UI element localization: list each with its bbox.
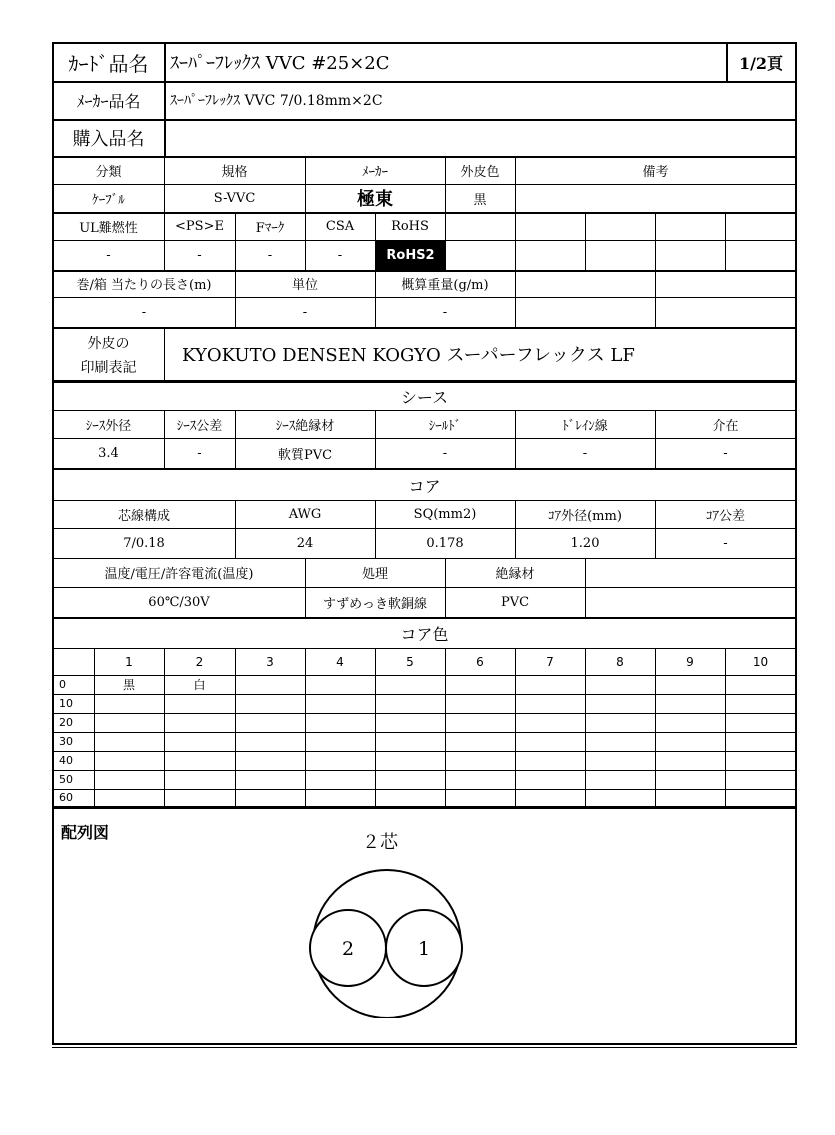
core-color-column-header: 3 <box>266 654 274 669</box>
core-color-row-label: 0 <box>59 678 66 691</box>
rohs-badge: RoHS2 <box>376 241 445 270</box>
classification-header: ﾒｰｶｰ <box>362 164 388 180</box>
column-line <box>515 212 516 270</box>
column-line <box>655 270 656 327</box>
core-title: コア <box>408 476 441 496</box>
core-color-row-label: 50 <box>59 773 73 786</box>
standard-header: Fﾏｰｸ <box>255 220 285 236</box>
sheath-value: - <box>442 445 448 461</box>
classification-value: 黒 <box>473 192 487 208</box>
core-color-column-header: 4 <box>336 654 344 669</box>
core-value: 24 <box>296 535 314 551</box>
core-color-column-header: 7 <box>546 654 554 669</box>
sheath-value: 軟質PVC <box>277 447 333 463</box>
core-count-label: ２芯 <box>362 832 398 853</box>
core-1-label: 1 <box>417 938 431 960</box>
maker-name-label: ﾒｰｶｰ品名 <box>76 91 141 111</box>
core-color-column-header: 5 <box>406 654 414 669</box>
print-marking-label-2: 印刷表記 <box>80 359 137 376</box>
print-marking-label-1: 外皮の <box>87 335 130 352</box>
standard-value: - <box>106 247 111 263</box>
card-name-value: ｽｰﾊﾟｰﾌﾚｯｸｽ VVC #25×2C <box>170 53 390 74</box>
core-color-column-header: 1 <box>125 654 133 669</box>
core-header: AWG <box>288 506 322 522</box>
core-value: 1.20 <box>570 535 600 551</box>
length-header: 概算重量(g/m) <box>401 278 489 293</box>
classification-header: 規格 <box>221 164 248 180</box>
classification-value: S-VVC <box>213 190 256 206</box>
classification-value: ｹｰﾌﾞﾙ <box>92 192 125 208</box>
sheath-value: 3.4 <box>98 445 119 461</box>
maker-name-value: ｽｰﾊﾟｰﾌﾚｯｸｽ VVC 7/0.18mm×2C <box>170 93 383 109</box>
classification-header: 分類 <box>95 164 122 180</box>
length-header: 巻/箱 当たりの長さ(m) <box>76 278 212 293</box>
core-value: 7/0.18 <box>123 535 165 551</box>
rule-line <box>53 806 796 809</box>
core-color-title: コア色 <box>400 625 449 644</box>
sheath-header: ｼｰｽ絶縁材 <box>275 418 335 434</box>
core-header-2: 温度/電圧/許容電流(温度) <box>104 567 254 582</box>
core-color-row-label: 60 <box>59 791 73 804</box>
purchase-name-label: 購入品名 <box>72 128 145 150</box>
layout-diagram-label: 配列図 <box>61 822 110 842</box>
length-value: - <box>141 304 147 320</box>
core-color-row-label: 40 <box>59 754 73 767</box>
column-line <box>655 212 656 270</box>
core-color-row-label: 20 <box>59 716 73 729</box>
core-header-2: 処理 <box>361 567 388 582</box>
length-header: 単位 <box>291 278 318 293</box>
sheath-value: - <box>197 445 202 461</box>
core-color-row-label: 30 <box>59 735 73 748</box>
sheath-header: ﾄﾞﾚｲﾝ線 <box>562 418 608 434</box>
standard-header: CSA <box>325 218 355 234</box>
column-line <box>796 648 797 806</box>
core-header: SQ(mm2) <box>413 506 477 522</box>
core-color-column-header: 6 <box>476 654 484 669</box>
card-name-label: ｶｰﾄﾞ品名 <box>68 51 149 76</box>
core-value-2: PVC <box>500 594 530 610</box>
sheath-value: - <box>582 445 588 461</box>
core-color-row-label: 10 <box>59 697 73 710</box>
core-header: ｺｱ外径(mm) <box>548 508 622 524</box>
purchase-name-value <box>164 119 796 156</box>
core-header-2: 絶縁材 <box>495 567 535 582</box>
length-value: - <box>302 304 308 320</box>
core-color-column-header: 9 <box>686 654 694 669</box>
column-line <box>515 270 516 327</box>
print-marking-value: KYOKUTO DENSEN KOGYO スーパーフレックス LF <box>182 344 635 366</box>
column-line <box>585 212 586 270</box>
length-value: - <box>442 304 448 320</box>
core-value-2: すずめっき軟銅線 <box>322 596 427 612</box>
standard-value: - <box>267 247 273 263</box>
column-line <box>585 558 586 617</box>
column-line <box>445 212 446 270</box>
core-color-cell: 黒 <box>122 678 135 692</box>
classification-header: 外皮色 <box>460 164 500 180</box>
standard-header: <PS>E <box>175 218 224 234</box>
core-color-column-header: 2 <box>195 654 204 669</box>
sheath-title: シース <box>400 387 449 407</box>
core-color-cell: 白 <box>193 678 206 692</box>
standard-value: - <box>197 247 202 263</box>
sheath-header: ｼｰｽ外径 <box>85 418 132 434</box>
core-header: 芯線構成 <box>117 508 170 524</box>
classification-value <box>515 184 796 212</box>
column-line <box>725 212 726 270</box>
standard-header: UL難燃性 <box>79 220 138 236</box>
core-color-column-header: 10 <box>752 654 769 669</box>
sheath-header: ｼｰﾙﾄﾞ <box>428 418 462 434</box>
sheath-header: 介在 <box>712 418 739 434</box>
core-value-2: 60℃/30V <box>148 594 210 610</box>
core-value: 0.178 <box>426 535 464 551</box>
standard-value: - <box>337 247 343 263</box>
classification-value: 極東 <box>357 189 393 210</box>
core-header: ｺｱ公差 <box>705 508 745 524</box>
core-color-column-header: 8 <box>616 654 624 669</box>
standard-header: RoHS <box>391 218 429 234</box>
sheath-header: ｼｰｽ公差 <box>176 418 223 434</box>
sheath-value: - <box>723 445 728 461</box>
core-arrangement-diagram <box>300 868 470 1018</box>
core-value: - <box>723 535 728 551</box>
classification-header: 備考 <box>642 164 669 180</box>
page-indicator: 1/2頁 <box>738 53 784 73</box>
core-2-label: 2 <box>341 938 355 960</box>
